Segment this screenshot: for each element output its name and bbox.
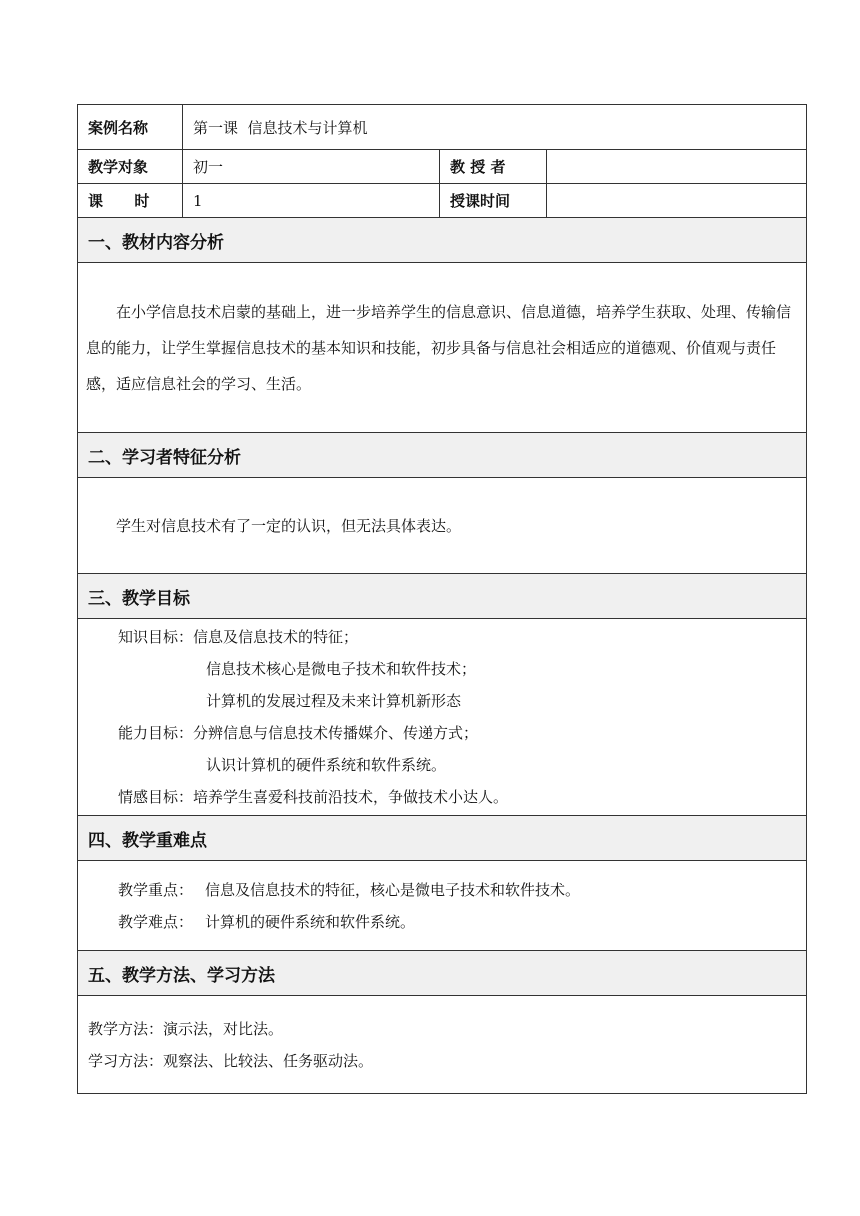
- section-2-text: 学生对信息技术有了一定的认识，但无法具体表达。: [116, 516, 462, 535]
- ability-goal-line: [86, 717, 798, 749]
- ability-goal-2: 认识计算机的硬件系统和软件系统。: [206, 756, 447, 774]
- difficult-point-text: 计算机的硬件系统和软件系统。: [205, 912, 416, 931]
- emotion-goal-label: 情感目标：: [118, 788, 194, 806]
- ability-goal-label: 能力目标：: [118, 724, 194, 742]
- key-point-text: 信息及信息技术的特征，核心是微电子技术和软件技术。: [205, 880, 581, 899]
- emotion-goal-line: [86, 781, 798, 813]
- section-1-title: 一、教材内容分析: [78, 218, 807, 263]
- section-5-title: 五、教学方法、学习方法: [78, 951, 807, 996]
- section-5-body: [78, 996, 807, 1094]
- emotion-goal-1: 培养学生喜爱科技前沿技术，争做技术小达人。: [193, 788, 509, 806]
- learning-method: 学习方法：观察法、比较法、任务驱动法。: [88, 1051, 374, 1070]
- period-value: 1: [183, 184, 440, 218]
- key-point-label: 教学重点：: [118, 880, 194, 899]
- difficult-point-line: [86, 906, 798, 938]
- time-label: 授课时间: [440, 184, 547, 218]
- period-label: 课 时: [78, 184, 183, 218]
- teacher-label: 教 授 者: [440, 150, 547, 184]
- section-4-title: 四、教学重难点: [78, 816, 807, 861]
- section-1-text: 在小学信息技术启蒙的基础上，进一步培养学生的信息意识、信息道德，培养学生获取、处理、传输信息的能力，让学生掌握信息技术的基本知识和技能，初步具备与信息社会相适应的道德观、价值观与责任感，适应信息社会的学习、生活。: [86, 302, 792, 393]
- teaching-method: 教学方法：演示法，对比法。: [88, 1019, 284, 1038]
- section-1-body: [78, 263, 807, 433]
- knowledge-goal-line: [86, 621, 798, 653]
- section-2-header: [78, 433, 807, 478]
- knowledge-goal-3: 计算机的发展过程及未来计算机新形态: [206, 692, 462, 710]
- case-name-value: 第一课 信息技术与计算机: [183, 105, 807, 150]
- teacher-value: [547, 150, 807, 184]
- lesson-plan: [77, 104, 806, 1094]
- lesson-plan-table: [77, 104, 807, 1094]
- period-row: [78, 184, 807, 218]
- knowledge-goal-label: 知识目标：: [118, 628, 194, 646]
- section-3-title: 三、教学目标: [78, 574, 807, 619]
- knowledge-goal-2: 信息技术核心是微电子技术和软件技术；: [206, 660, 477, 678]
- section-4-body: [78, 861, 807, 951]
- section-2-title: 二、学习者特征分析: [78, 433, 807, 478]
- ability-goal-1: 分辨信息与信息技术传播媒介、传递方式；: [193, 724, 479, 742]
- difficult-point-label: 教学难点：: [118, 912, 194, 931]
- section-5-header: [78, 951, 807, 996]
- audience-row: [78, 150, 807, 184]
- audience-value: 初一: [183, 150, 440, 184]
- section-2-body: [78, 478, 807, 574]
- case-name-label: 案例名称: [78, 105, 183, 150]
- audience-label: 教学对象: [78, 150, 183, 184]
- section-3-body: [78, 619, 807, 816]
- case-name-row: [78, 105, 807, 150]
- time-value: [547, 184, 807, 218]
- section-4-header: [78, 816, 807, 861]
- section-3-header: [78, 574, 807, 619]
- section-1-header: [78, 218, 807, 263]
- knowledge-goal-1: 信息及信息技术的特征；: [193, 628, 359, 646]
- key-point-line: [86, 874, 798, 906]
